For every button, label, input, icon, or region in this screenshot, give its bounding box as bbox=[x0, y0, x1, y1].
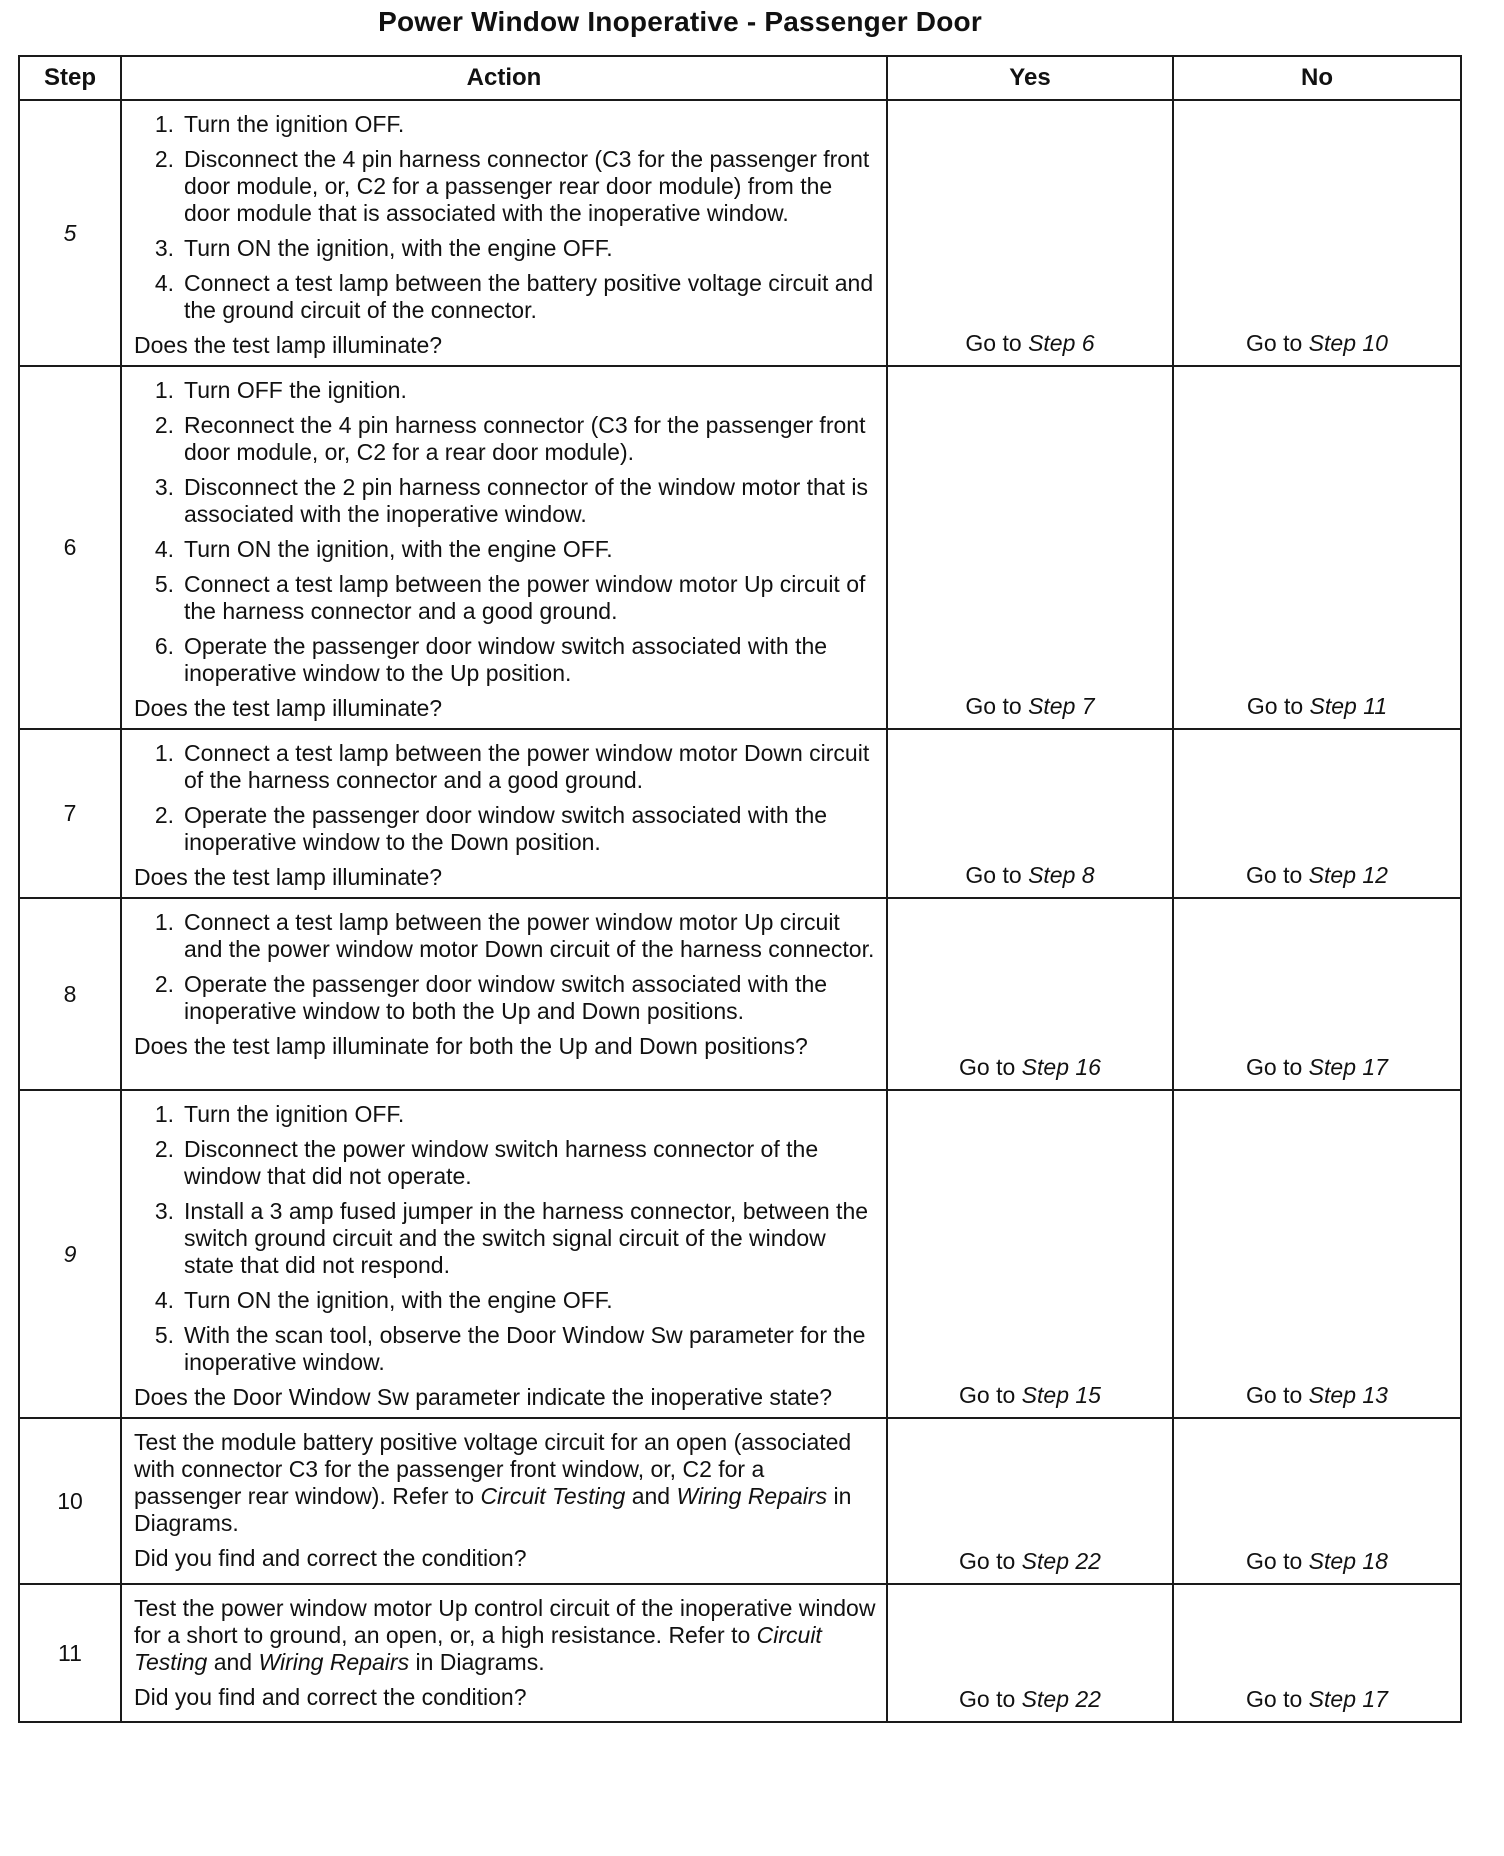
substep: 4. Turn ON the ignition, with the engine OFF. bbox=[154, 1287, 613, 1313]
table-row bbox=[19, 100, 1461, 366]
table-row bbox=[19, 898, 1461, 1090]
action-paragraph: Test the module battery positive voltage circuit for an open (associated with connector C3 for the passenger front window, or, C2 for a passenger rear window). Refer to Circuit Testing and Wiring Repairs in Diagrams. bbox=[134, 1429, 852, 1536]
action-cell bbox=[121, 1090, 887, 1418]
step-number: 6 bbox=[19, 366, 121, 729]
action-cell bbox=[121, 1418, 887, 1584]
step-number: 8 bbox=[19, 898, 121, 1090]
question: Does the test lamp illuminate? bbox=[134, 695, 443, 721]
question: Does the test lamp illuminate? bbox=[134, 332, 443, 358]
no-step-ref: Step 10 bbox=[1308, 330, 1388, 356]
substep: 5. With the scan tool, observe the Door Window Sw parameter for the inoperative window. bbox=[154, 1322, 866, 1375]
no-cell: Go to Step 12 bbox=[1173, 729, 1461, 898]
substep-list bbox=[134, 1101, 878, 1376]
action-cell bbox=[121, 366, 887, 729]
action-cell bbox=[121, 898, 887, 1090]
question: Does the test lamp illuminate? bbox=[134, 864, 443, 890]
substep: 2. Reconnect the 4 pin harness connector (C3 for the passenger front door module, or, C2 for a rear door module). bbox=[154, 412, 866, 465]
yes-step-ref: Step 22 bbox=[1021, 1548, 1101, 1574]
action-cell bbox=[121, 1584, 887, 1722]
question: Does the test lamp illuminate for both the Up and Down positions? bbox=[134, 1033, 808, 1059]
substep: 3. Install a 3 amp fused jumper in the harness connector, between the switch ground circuit and the switch signal circuit of the window state that did not respond. bbox=[154, 1198, 869, 1278]
no-cell: Go to Step 17 bbox=[1173, 1584, 1461, 1722]
no-step-ref: Step 17 bbox=[1308, 1054, 1388, 1080]
table-row bbox=[19, 729, 1461, 898]
yes-cell: Go to Step 15 bbox=[887, 1090, 1173, 1418]
action-cell bbox=[121, 729, 887, 898]
no-cell: Go to Step 13 bbox=[1173, 1090, 1461, 1418]
table-row bbox=[19, 1090, 1461, 1418]
step-number: 9 bbox=[19, 1090, 121, 1418]
substep: 4. Connect a test lamp between the battery positive voltage circuit and the ground circuit of the connector. bbox=[154, 270, 874, 323]
substep: 3. Turn ON the ignition, with the engine OFF. bbox=[154, 235, 613, 261]
action-cell bbox=[121, 100, 887, 366]
substep: 5. Connect a test lamp between the power window motor Up circuit of the harness connector and a good ground. bbox=[154, 571, 866, 624]
table-row bbox=[19, 1584, 1461, 1722]
yes-cell: Go to Step 22 bbox=[887, 1418, 1173, 1584]
no-step-ref: Step 17 bbox=[1308, 1686, 1388, 1712]
substep: 3. Disconnect the 2 pin harness connector of the window motor that is associated with the inoperative window. bbox=[154, 474, 868, 527]
table-row bbox=[19, 366, 1461, 729]
yes-step-ref: Step 22 bbox=[1021, 1686, 1101, 1712]
action-paragraph: Test the power window motor Up control circuit of the inoperative window for a short to ground, an open, or, a high resistance. Refer to Circuit Testing and Wiring Repairs in Diagrams. bbox=[134, 1595, 876, 1675]
substep: 1. Connect a test lamp between the power window motor Up circuit and the power window motor Down circuit of the harness connector. bbox=[154, 909, 875, 962]
no-cell: Go to Step 11 bbox=[1173, 366, 1461, 729]
no-cell: Go to Step 10 bbox=[1173, 100, 1461, 366]
no-step-ref: Step 13 bbox=[1308, 1382, 1388, 1408]
substep-list bbox=[134, 111, 878, 324]
yes-cell: Go to Step 6 bbox=[887, 100, 1173, 366]
yes-cell: Go to Step 7 bbox=[887, 366, 1173, 729]
substep: 6. Operate the passenger door window switch associated with the inoperative window to the Up position. bbox=[154, 633, 828, 686]
no-cell: Go to Step 17 bbox=[1173, 898, 1461, 1090]
question: Did you find and correct the condition? bbox=[134, 1684, 527, 1710]
yes-cell: Go to Step 8 bbox=[887, 729, 1173, 898]
yes-cell: Go to Step 22 bbox=[887, 1584, 1173, 1722]
question: Did you find and correct the condition? bbox=[134, 1545, 527, 1571]
page-title: Power Window Inoperative - Passenger Door bbox=[378, 6, 982, 37]
substep-list bbox=[134, 909, 878, 1025]
header-no: No bbox=[1173, 56, 1461, 100]
substep: 2. Disconnect the 4 pin harness connector (C3 for the passenger front door module, or, C2 for a passenger rear door module) from the door module that is associated with the inoperative window. bbox=[154, 146, 870, 226]
substep: 1. Connect a test lamp between the power window motor Down circuit of the harness connector and a good ground. bbox=[154, 740, 870, 793]
header-action: Action bbox=[121, 56, 887, 100]
substep-list bbox=[134, 740, 878, 856]
no-step-ref: Step 18 bbox=[1308, 1548, 1388, 1574]
no-step-ref: Step 11 bbox=[1309, 693, 1388, 719]
header-yes: Yes bbox=[887, 56, 1173, 100]
substep: 1. Turn the ignition OFF. bbox=[154, 111, 405, 137]
header-step: Step bbox=[19, 56, 121, 100]
table-header-row bbox=[19, 56, 1461, 100]
step-number: 10 bbox=[19, 1418, 121, 1584]
substep: 4. Turn ON the ignition, with the engine OFF. bbox=[154, 536, 613, 562]
substep-list bbox=[134, 377, 878, 687]
yes-step-ref: Step 15 bbox=[1021, 1382, 1101, 1408]
no-cell: Go to Step 18 bbox=[1173, 1418, 1461, 1584]
substep: 1. Turn the ignition OFF. bbox=[154, 1101, 405, 1127]
question: Does the Door Window Sw parameter indicate the inoperative state? bbox=[134, 1384, 833, 1410]
substep: 2. Disconnect the power window switch harness connector of the window that did not operate. bbox=[154, 1136, 819, 1189]
step-number: 7 bbox=[19, 729, 121, 898]
step-number: 11 bbox=[19, 1584, 121, 1722]
yes-step-ref: Step 16 bbox=[1021, 1054, 1101, 1080]
yes-step-ref: Step 7 bbox=[1028, 693, 1095, 719]
table-row bbox=[19, 1418, 1461, 1584]
yes-cell: Go to Step 16 bbox=[887, 898, 1173, 1090]
diagnostic-table bbox=[18, 55, 1462, 1723]
yes-step-ref: Step 8 bbox=[1028, 862, 1095, 888]
step-number: 5 bbox=[19, 100, 121, 366]
substep: 1. Turn OFF the ignition. bbox=[154, 377, 407, 403]
no-step-ref: Step 12 bbox=[1308, 862, 1388, 888]
yes-step-ref: Step 6 bbox=[1028, 330, 1095, 356]
substep: 2. Operate the passenger door window switch associated with the inoperative window to both the Up and Down positions. bbox=[154, 971, 828, 1024]
substep: 2. Operate the passenger door window switch associated with the inoperative window to the Down position. bbox=[154, 802, 828, 855]
